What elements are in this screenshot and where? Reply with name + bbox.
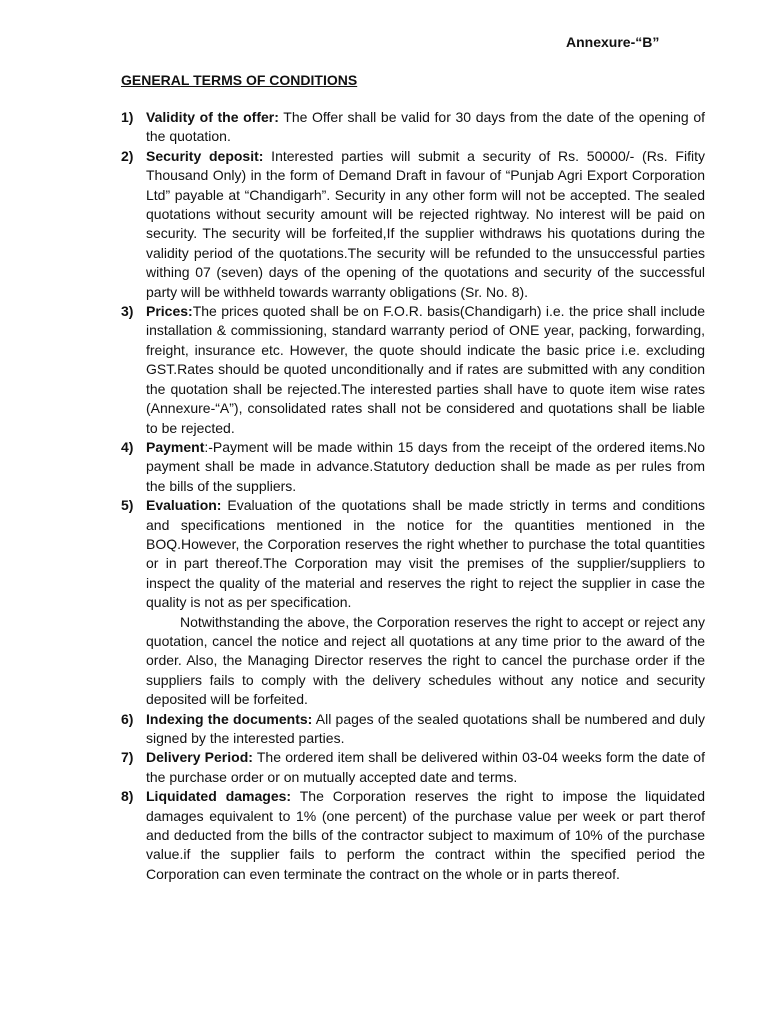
term-heading: Prices:: [146, 303, 193, 320]
term-heading: Security deposit:: [146, 147, 264, 164]
term-text: :-Payment will be made within 15 days from the receipt of the ordered items.No payment shall be made in advance.Statutory deduction shall be made as per rules from the bills of the suppliers.: [146, 438, 705, 494]
term-item-evaluation: [121, 496, 705, 709]
term-number: 5): [121, 497, 134, 514]
term-number: 4): [121, 438, 134, 455]
term-heading: Liquidated damages:: [146, 788, 292, 805]
term-text: The Corporation reserves the right to impose the liquidated damages equivalent to 1% (one percent) of the purchase value per week or part therof and deducted from the bills of the contractor subject to maximum of 10% of the purchase value.if the supplier fails to perform the contract within the specified period the Corporation can even terminate the contract on the whole or in parts thereof.: [146, 788, 705, 882]
term-text: The ordered item shall be delivered within 03-04 weeks form the date of the purchase order or on mutually accepted date and terms.: [146, 749, 705, 785]
term-heading: Payment: [146, 438, 205, 455]
term-item-delivery: [121, 748, 705, 787]
term-item-prices: [121, 302, 705, 438]
term-number: 1): [121, 109, 134, 125]
term-item-liquidated-damages: [121, 787, 705, 884]
term-number: 6): [121, 710, 134, 727]
term-heading: Validity of the offer:: [146, 109, 279, 125]
annexure-label: Annexure-“B”: [566, 34, 660, 50]
term-text: Interested parties will submit a security of Rs. 50000/- (Rs. Fifity Thousand Only) in the form of Demand Draft in favour of “Punjab Agri Export Corporation Ltd” payable at “Chandigarh”. Security in any other form will not be accepted. The sealed quotations without security amount will be rejected rightway. No interest will be paid on security. The security will be forfeited,If the supplier withdraws his quotations during the validity period of the quotations.The security will be refunded to the unsuccessful parties withing 07 (seven) days of the opening of the quotations and security of the successful party will be withheld towards warranty obligations (Sr. No. 8).: [146, 147, 705, 300]
term-item-security-deposit: [121, 147, 705, 302]
term-number: 3): [121, 303, 134, 320]
term-text: All pages of the sealed quotations shall be numbered and duly signed by the interested parties.: [146, 710, 705, 746]
term-number: 2): [121, 147, 134, 164]
term-item-indexing: [121, 710, 705, 749]
term-extra-paragraph: Notwithstanding the above, the Corporation reserves the right to accept or reject any quotation, cancel the notice and reject all quotations at any time prior to the award of the order. Also, the Managing Director reserves the right to cancel the purchase order if the suppliers fails to comply with the delivery schedules without any notice and security deposited will be forfeited.: [146, 613, 705, 708]
term-item-validity: [121, 108, 705, 147]
page-title: GENERAL TERMS OF CONDITIONS: [121, 72, 358, 88]
terms-list: [121, 108, 705, 884]
term-item-payment: [121, 438, 705, 496]
term-text: The Offer shall be valid for 30 days from the date of the opening of the quotation.: [146, 109, 705, 145]
term-heading: Delivery Period:: [146, 749, 253, 766]
term-text: The prices quoted shall be on F.O.R. basis(Chandigarh) i.e. the price shall include installation & commissioning, standard warranty period of ONE year, packing, forwarding, freight, insurance etc. However, the quote should indicate the basic price i.e. excluding GST.Rates should be quoted unconditionally and if rates are submitted with any condition the quotation shall be rejected.The interested parties shall have to quote item wise rates (Annexure-“A”), consolidated rates shall not be considered and quotations shall be liable to be rejected.: [146, 303, 705, 436]
term-number: 7): [121, 749, 134, 766]
term-heading: Indexing the documents:: [146, 710, 313, 727]
term-heading: Evaluation:: [146, 497, 222, 514]
term-number: 8): [121, 788, 134, 805]
term-text: Evaluation of the quotations shall be made strictly in terms and conditions and specifications mentioned in the notice for the quantities mentioned in the BOQ.However, the Corporation reserves the right whether to purchase the total quantities or in part thereof.The Corporation may visit the premises of the supplier/suppliers to inspect the quality of the material and reserves the right to reject the supplier in case the quality is not as per specification.: [146, 497, 705, 611]
